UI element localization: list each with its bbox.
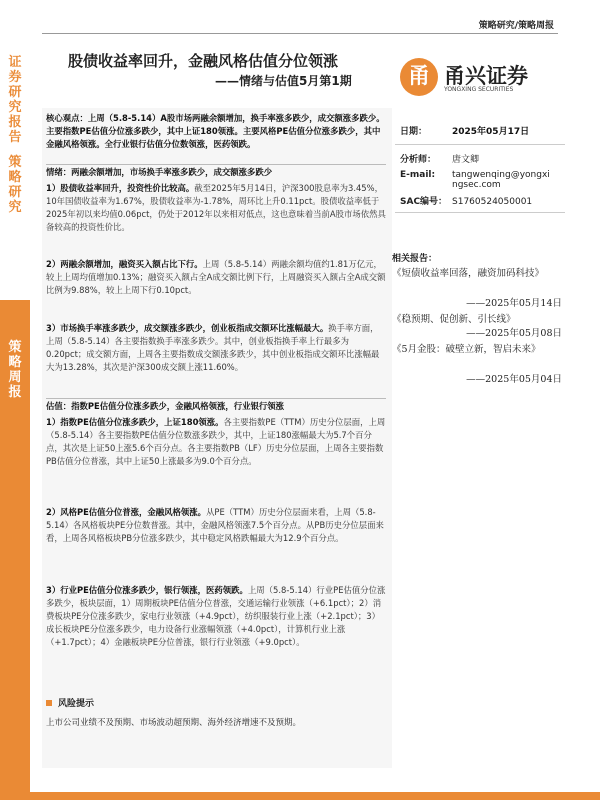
sentiment-point-1: [46, 182, 386, 234]
risk-title: 风险提示: [58, 699, 95, 709]
valuation-point-3: [46, 584, 386, 649]
valuation-point-1: [46, 416, 386, 468]
sac-label: SAC编号：: [400, 197, 448, 207]
related-report-1-date: ——2025年05月14日: [466, 298, 562, 309]
valuation-point-2-title: 2）风格PE估值分位普涨，金融风格领涨。: [46, 507, 207, 517]
related-report-3[interactable]: 《5月金股：破壁立新，智启未来》: [392, 344, 541, 355]
valuation-point-1-text: 各主要指数PE（TTM）历史分位层面，上周（5.8-5.14）各主要指数PE估值分位数涨多跌少，其中，上证180涨幅最大为5.7个百分点，其次是上证50上涨5.6个百分点。各主要指数PB（LF）历史分位层面，上周各主要指数PB估值分位普涨，其中上证50上涨最多为9.0个百分点。: [46, 417, 386, 466]
core-view: [46, 112, 386, 151]
report-title: 股债收益率回升，金融风格估值分位领涨: [68, 52, 339, 70]
related-title: 相关报告：: [392, 254, 438, 264]
report-date: [400, 124, 560, 137]
sidebar: [0, 0, 30, 800]
sidebar-label-research: 策略研究: [8, 155, 22, 215]
valuation-point-2: [46, 506, 386, 545]
sentiment-point-1-text: 截至2025年5月14日，沪深300股息率为3.45%，10年国债收益率为1.67%，股债收益率为-1.78%，周环比上升0.11pct。股债收益率低于2025年初以来均值0.06pct，仍处于2012年以来相对低点，这也意味着当前A股市场依然具备较高的投资性价比。: [46, 183, 386, 232]
analyst-label: 分析师：: [400, 155, 437, 165]
email-value[interactable]: tangwenqing@yongxingsec.com: [452, 170, 550, 190]
date-label: 日期：: [400, 127, 428, 137]
email-label: E-mail:: [400, 170, 436, 180]
sidebar-label-weekly: 策略周报: [8, 340, 22, 400]
sentiment-point-3-text: 换手率方面，上周（5.8-5.14）各主要指数换手率涨多跌少。其中，创业板指换手率上行最多为0.20pct；成交额方面，上周各主要指数成交额涨多跌少，其中创业板指成交额环比涨幅最大为13.28%，其次是沪深300成交额上涨11.60%。: [46, 323, 380, 372]
related-report-1[interactable]: 《短债收益率回落，融资加码科技》: [392, 268, 545, 279]
date-value: 2025年05月17日: [452, 127, 530, 137]
sentiment-point-2-title: 2）两融余额增加，融资买入额占比下行。: [46, 259, 203, 269]
email: [400, 170, 560, 190]
valuation-point-2-text: 从PE（TTM）历史分位层面来看，上周（5.8-5.14）各风格板块PE分位数普涨。其中，金融风格领涨7.5个百分点。从PB历史分位层面来看，上周各风格板块PB分位涨多跌少，其中稳定风格跌幅最大为12.9个百分点。: [46, 507, 384, 543]
risk-heading: [46, 696, 94, 709]
valuation-point-1-title: 1）指数PE估值分位涨多跌少，上证180领涨。: [46, 417, 224, 427]
valuation-point-3-title: 3）行业PE估值分位涨多跌少，银行领涨，医药领跌。: [46, 585, 248, 595]
footer-bar: [30, 792, 600, 800]
valuation-heading: 估值：指数PE估值分位涨多跌少，金融风格领涨，行业银行领涨: [46, 401, 284, 411]
company-logo: [400, 58, 560, 98]
sentiment-point-3: [46, 322, 386, 374]
header-divider: [42, 33, 558, 34]
section-divider: [46, 164, 386, 165]
logo-english: YONGXING SECURITIES: [444, 86, 514, 93]
info-divider: [395, 144, 565, 145]
logo-mark-icon: 甬: [400, 58, 438, 96]
section-divider: [46, 398, 386, 399]
logo-name: 甬兴证券: [444, 64, 528, 88]
related-report-3-date: ——2025年05月04日: [466, 374, 562, 385]
sac-value: S1760524050001: [452, 197, 533, 207]
core-text: 上周（5.8-5.14）A股市场两融余额增加，换手率涨多跌少，成交额涨多跌少。主要指数PE估值分位涨多跌少，其中上证180领涨。主要风格PE估值分位涨多跌少，其中金融风格领涨。全行业银行估值分位数领涨，医药领跌。: [46, 113, 385, 149]
risk-text: 上市公司业绩不及预期、市场波动超预期、海外经济增速不及预期。: [46, 718, 302, 728]
sentiment-heading: 情绪：两融余额增加，市场换手率涨多跌少，成交额涨多跌少: [46, 167, 273, 177]
valuation-point-3-text: 上周（5.8-5.14）行业PE估值分位涨多跌少，板块层面，1）周期板块PE估值分位普涨，交通运输行业领涨（+6.1pct）；2）消费板块PE分位涨多跌少，家电行业领涨（+4.9pct），纺织服装行业上涨（+2.1pct）；3）成长板块PE分位涨多跌少，电力设备行业涨幅领涨（+4.0pct），计算机行业上涨（+1.7pct）；4）金融板块PE分位普涨，银行行业领涨（+9.0pct）。: [46, 585, 386, 647]
sentiment-point-1-title: 1）股债收益率回升，投资性价比较高。: [46, 183, 195, 193]
sac-number: [400, 194, 560, 207]
core-lead: 核心观点：: [46, 113, 88, 123]
sentiment-point-2: [46, 258, 386, 297]
related-report-2-date: ——2025年05月08日: [466, 328, 562, 339]
analyst-name: 唐文卿: [452, 155, 480, 165]
analyst: [400, 152, 560, 165]
sentiment-point-3-title: 3）市场换手率涨多跌少，成交额涨多跌少，创业板指成交额环比涨幅最大。: [46, 323, 329, 333]
info-divider: [395, 212, 565, 213]
report-subtitle: ——情绪与估值5月第1期: [215, 74, 352, 88]
sentiment-point-2-text: 上周（5.8-5.14）两融余额均值约1.81万亿元，较上上周均值增加0.13%；融资买入额占全A成交额比例下行，上周融资买入额占全A成交额比例为9.88%，较上上周下行0.10pct。: [46, 259, 386, 295]
header-tag: 策略研究/策略周报: [478, 21, 554, 31]
related-report-2[interactable]: 《稳预期、促创新、引长线》: [392, 314, 516, 325]
sidebar-label-report: 证券研究报告: [8, 55, 22, 145]
risk-bullet-icon: [46, 700, 52, 706]
